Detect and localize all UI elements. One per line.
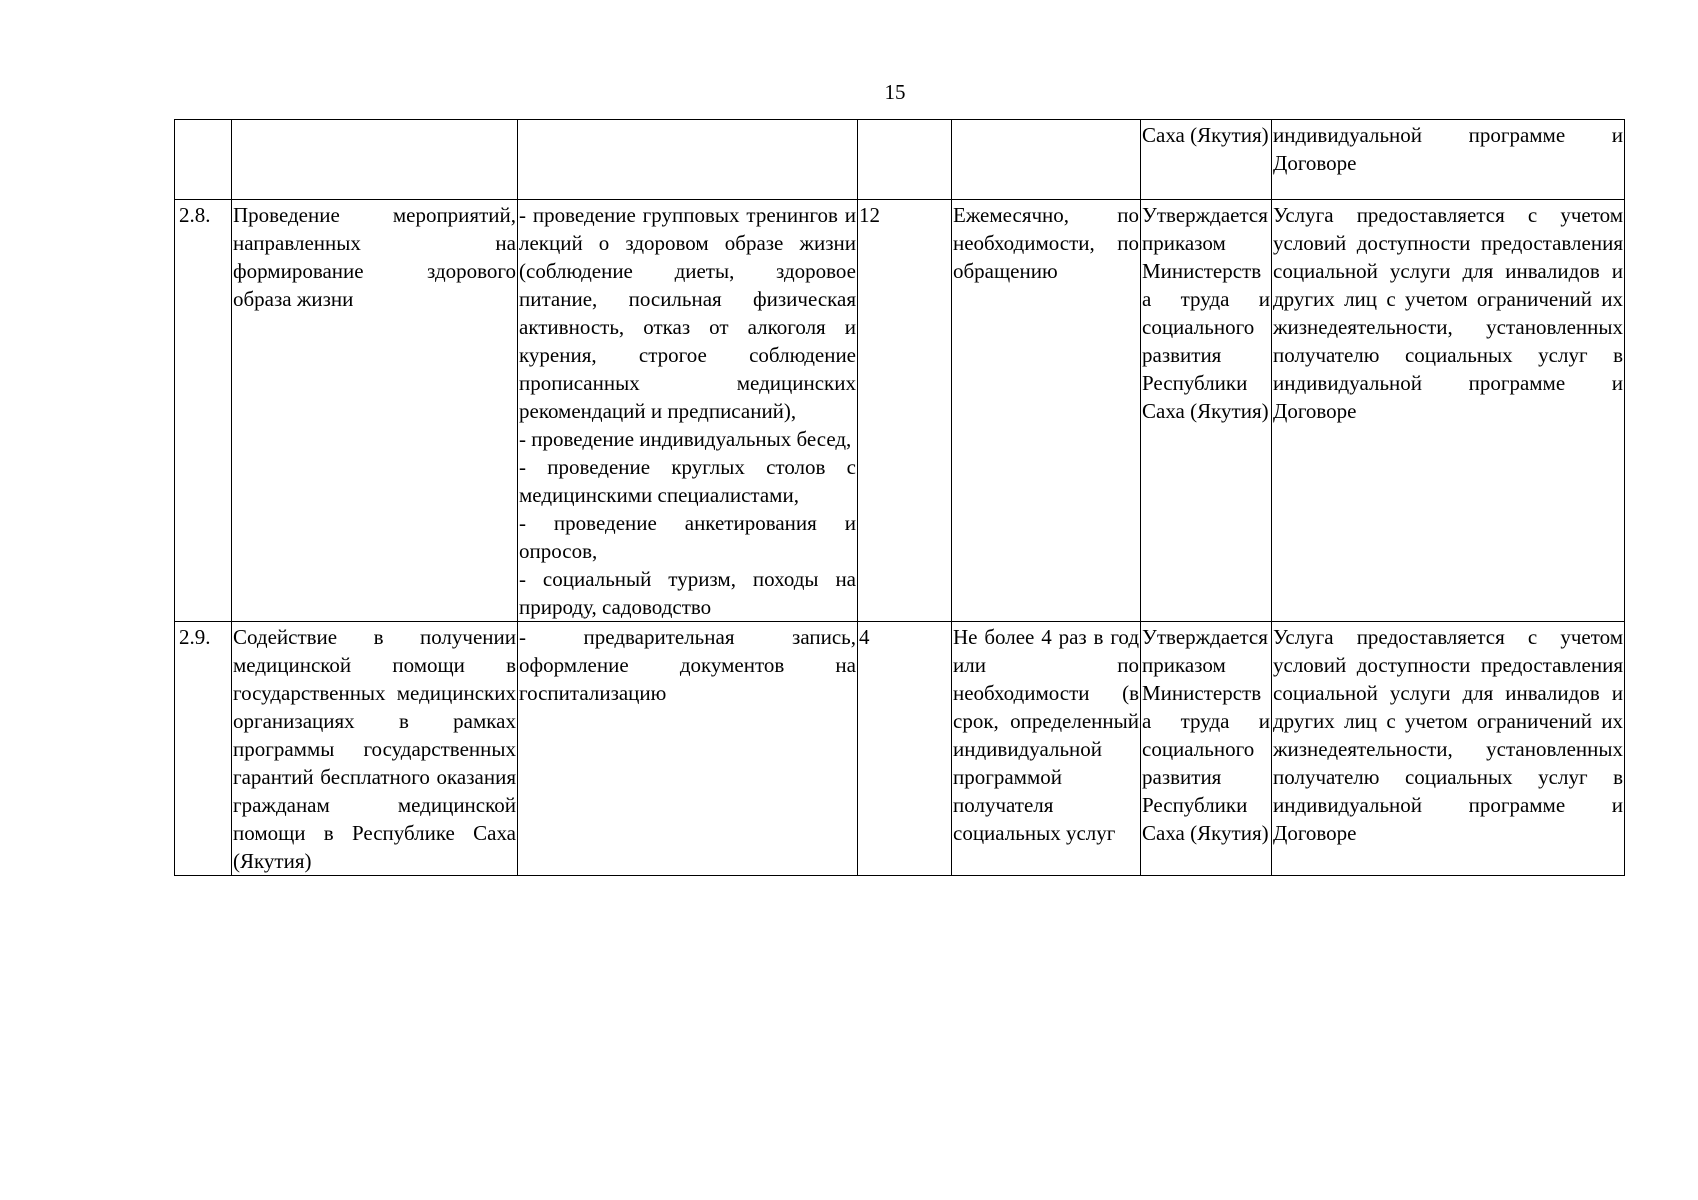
frequency-cell: Ежемесячно, по необходимости, по обращению	[952, 200, 1141, 622]
conditions-cell: Услуга предоставляется с учетом условий доступности предоставления социальной услуги для инвалидов и других лиц с учетом ограничений их жизнедеятельности, установленных получателю социальных услуг в индивидуальной программе и Договоре	[1272, 622, 1625, 876]
service-name-cell: Проведение мероприятий, направленных на формирование здорового образа жизни	[232, 200, 518, 622]
frequency-cell: Не более 4 раз в год или по необходимости (в срок, определенный индивидуальной программой получателя социальных услуг	[952, 622, 1141, 876]
content-item: - проведение индивидуальных бесед,	[519, 427, 852, 451]
content-item: - проведение круглых столов с медицинскими специалистами,	[519, 455, 856, 507]
service-content-cell	[518, 622, 858, 876]
tariff-cell: Утверждается приказом Министерства труда и социального развития Республики Саха (Якутия)	[1141, 622, 1272, 876]
content-item: - предварительная запись, оформление документов на госпитализацию	[519, 625, 856, 705]
services-table	[174, 119, 1625, 876]
tariff-cell: Саха (Якутия)	[1141, 120, 1272, 200]
row-number-cell: 2.8.	[175, 200, 232, 622]
service-name-cell: Содействие в получении медицинской помощи в государственных медицинских организациях в рамках программы государственных гарантий бесплатного оказания гражданам медицинской помощи в Республике Саха (Якутия)	[232, 622, 518, 876]
service-name-cell	[232, 120, 518, 200]
tariff-cell: Утверждается приказом Министерства труда и социального развития Республики Саха (Якутия)	[1141, 200, 1272, 622]
table-row	[175, 622, 1625, 876]
volume-cell: 12	[858, 200, 952, 622]
service-content-cell	[518, 200, 858, 622]
content-item: - проведение анкетирования и опросов,	[519, 511, 856, 563]
conditions-cell: индивидуальной программе и Договоре	[1272, 120, 1625, 200]
table-row	[175, 120, 1625, 200]
content-item: - проведение групповых тренингов и лекций о здоровом образе жизни (соблюдение диеты, здоровое питание, посильная физическая активность, отказ от алкоголя и курения, строгое соблюдение прописанных медицинских рекомендаций и предписаний),	[519, 203, 856, 423]
volume-cell: 4	[858, 622, 952, 876]
frequency-cell	[952, 120, 1141, 200]
row-number-cell: 2.9.	[175, 622, 232, 876]
row-number-cell	[175, 120, 232, 200]
content-item: - социальный туризм, походы на природу, садоводство	[519, 567, 856, 619]
volume-cell	[858, 120, 952, 200]
conditions-cell: Услуга предоставляется с учетом условий доступности предоставления социальной услуги для инвалидов и других лиц с учетом ограничений их жизнедеятельности, установленных получателю социальных услуг в индивидуальной программе и Договоре	[1272, 200, 1625, 622]
page-number: 15	[884, 80, 906, 104]
service-content-cell	[518, 120, 858, 200]
table-row	[175, 200, 1625, 622]
